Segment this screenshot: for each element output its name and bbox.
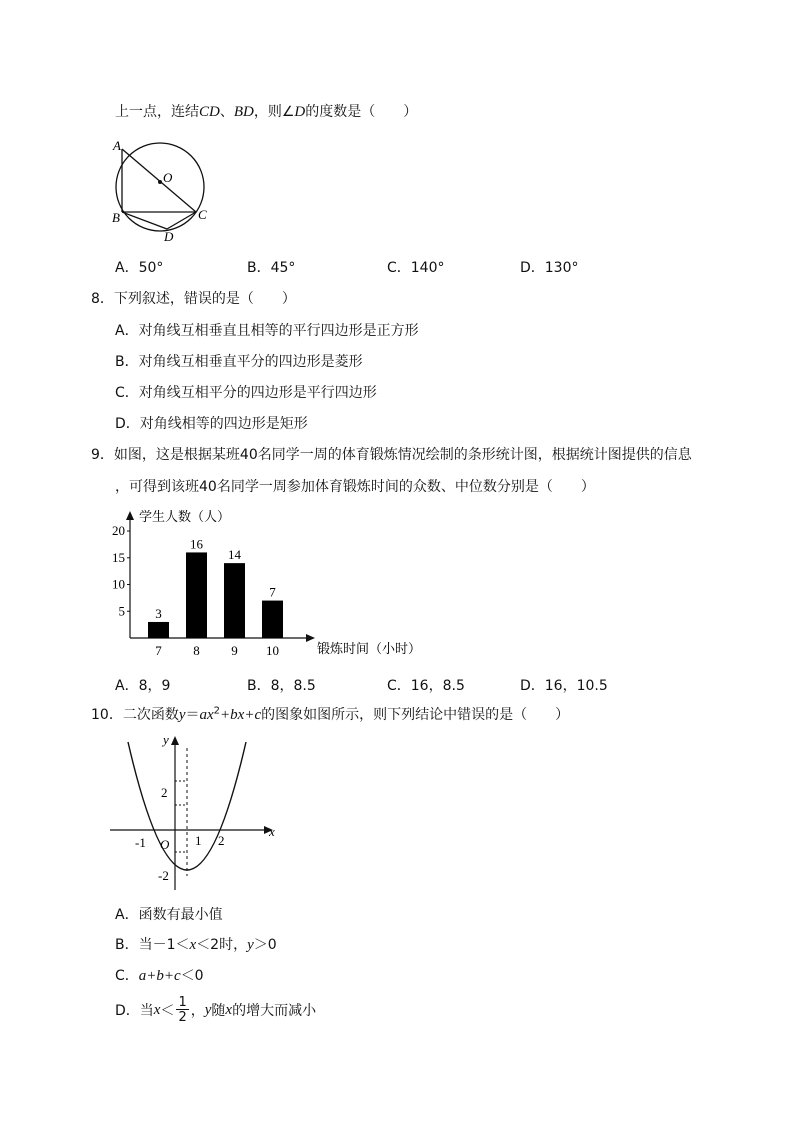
bar-8 bbox=[186, 552, 207, 638]
q10-optB-y: y bbox=[247, 937, 254, 953]
x-category-label: 7 bbox=[155, 643, 162, 658]
q9-stem-line1: 9．如图，这是根据某班40名同学一周的体育锻炼情况绘制的条形统计图，根据统计图提供的信息 bbox=[91, 447, 692, 463]
q10-optD-mid: 随 bbox=[211, 1003, 226, 1019]
tick-y-2: 2 bbox=[161, 785, 168, 800]
q10-optB-x: x bbox=[189, 937, 197, 953]
tick-x-m1: -1 bbox=[135, 835, 146, 850]
q7-option-c[interactable]: C．140° bbox=[387, 260, 445, 276]
q7-option-b[interactable]: B．45° bbox=[247, 260, 296, 276]
q8-option-d[interactable]: D．对角线相等的四边形是矩形 bbox=[115, 416, 308, 432]
q10-optB-post: ＞0 bbox=[253, 937, 277, 953]
y-tick-label: 15 bbox=[112, 549, 125, 565]
q10-option-b[interactable] bbox=[115, 934, 277, 954]
q8-option-a[interactable]: A．对角线互相垂直且相等的平行四边形是正方形 bbox=[115, 323, 419, 339]
y-tick-label: 5 bbox=[118, 603, 125, 619]
tick-y-m2: -2 bbox=[158, 868, 169, 883]
q10-optC-post: ＜0 bbox=[180, 968, 204, 984]
bar-value-label: 7 bbox=[269, 584, 276, 600]
q10-parabola-graph bbox=[105, 730, 290, 895]
q7-label-d: D bbox=[164, 229, 174, 244]
q7-d: D bbox=[294, 104, 306, 120]
q7-label-o: O bbox=[163, 170, 173, 185]
x-axis-label: 锻炼时间（小时） bbox=[317, 641, 422, 656]
y-axis-arrow bbox=[126, 511, 134, 520]
q10-optD-x2: x bbox=[225, 1001, 233, 1018]
q7-stem bbox=[115, 101, 417, 121]
x-category-label: 10 bbox=[266, 643, 279, 658]
q10-formula-eq: ＝ bbox=[185, 707, 200, 723]
q9-stem-line2: ，可得到该班40名同学一周参加体育锻炼时间的众数、中位数分别是（ ） bbox=[115, 479, 595, 495]
q10-optD-x: x bbox=[153, 1001, 161, 1018]
q10-option-a[interactable]: A．函数有最小值 bbox=[115, 907, 223, 923]
q10-option-c[interactable] bbox=[115, 965, 204, 985]
q7-mid: ，则∠ bbox=[253, 104, 295, 120]
q10-optD-fraction bbox=[176, 996, 188, 1024]
tick-x-1: 1 bbox=[195, 833, 202, 848]
fraction-numerator: 1 bbox=[178, 995, 187, 1010]
q7-stem-text: 上一点，连结 bbox=[115, 104, 199, 120]
fraction-denominator: 2 bbox=[178, 1010, 187, 1025]
tick-x-2: 2 bbox=[218, 833, 225, 848]
q8-option-c[interactable]: C．对角线互相平分的四边形是平行四边形 bbox=[115, 385, 377, 401]
q10-optC-expr: a+b+c bbox=[138, 968, 181, 984]
q7-label-c: C bbox=[198, 207, 207, 222]
q7-label-b: B bbox=[112, 210, 120, 225]
q8-stem: 8．下列叙述，错误的是（ ） bbox=[91, 291, 296, 307]
q10-formula-rest: +bx+c bbox=[220, 707, 262, 723]
label-x: x bbox=[269, 824, 275, 839]
bar-7 bbox=[148, 622, 169, 638]
bar-value-label: 14 bbox=[228, 547, 241, 563]
y-axis-arrow bbox=[171, 736, 179, 745]
q10-optB-mid: ＜2时， bbox=[196, 937, 248, 953]
x-axis-arrow bbox=[306, 634, 315, 642]
q7-suffix: 的度数是（ ） bbox=[305, 104, 418, 120]
q7-option-a[interactable]: A．50° bbox=[115, 260, 164, 276]
q7-option-d[interactable]: D．130° bbox=[520, 260, 579, 276]
q10-optD-y: y bbox=[204, 1001, 212, 1018]
q10-stem bbox=[91, 704, 569, 724]
bar-value-label: 3 bbox=[155, 605, 162, 621]
q10-option-d[interactable] bbox=[115, 996, 316, 1024]
q10-formula-sup: 2 bbox=[213, 705, 221, 717]
q8-option-b[interactable]: B．对角线互相垂直平分的四边形是菱形 bbox=[115, 354, 363, 370]
q9-option-b[interactable]: B．8，8.5 bbox=[247, 678, 316, 694]
q7-circle-figure bbox=[105, 133, 220, 245]
q7-cd: CD bbox=[199, 104, 220, 120]
bar-value-label: 16 bbox=[190, 536, 203, 552]
q9-option-d[interactable]: D．16，10.5 bbox=[520, 678, 608, 694]
q9-option-c[interactable]: C．16，8.5 bbox=[387, 678, 465, 694]
q10-formula-y: y bbox=[178, 707, 186, 723]
q10-optC-pre: C． bbox=[115, 968, 139, 984]
q10-stem-a: 10．二次函数 bbox=[91, 707, 179, 723]
bar-10 bbox=[262, 601, 283, 638]
q9-bar-chart bbox=[105, 505, 422, 665]
q7-label-a: A bbox=[113, 138, 121, 153]
y-tick-label: 10 bbox=[112, 576, 125, 592]
q7-sep: 、 bbox=[219, 104, 234, 120]
q10-optD-lt: ＜ bbox=[160, 1003, 175, 1019]
bar-9 bbox=[224, 563, 245, 638]
q10-optD-pre: D．当 bbox=[115, 1003, 154, 1019]
x-category-label: 9 bbox=[231, 643, 238, 658]
q10-optB-pre: B．当－1＜ bbox=[115, 937, 190, 953]
q10-optD-comma: ， bbox=[190, 1003, 205, 1019]
q10-stem-b: 的图象如图所示，则下列结论中错误的是（ ） bbox=[261, 707, 570, 723]
x-category-label: 8 bbox=[193, 643, 200, 658]
y-tick-label: 20 bbox=[112, 523, 125, 539]
q10-formula-ax: ax bbox=[199, 707, 214, 723]
q7-bd: BD bbox=[233, 104, 254, 120]
label-origin: O bbox=[160, 837, 170, 852]
y-axis-label: 学生人数（人） bbox=[139, 509, 231, 524]
label-y: y bbox=[163, 732, 169, 747]
q9-option-a[interactable]: A．8，9 bbox=[115, 678, 171, 694]
q10-optD-post: 的增大而减小 bbox=[232, 1003, 317, 1019]
